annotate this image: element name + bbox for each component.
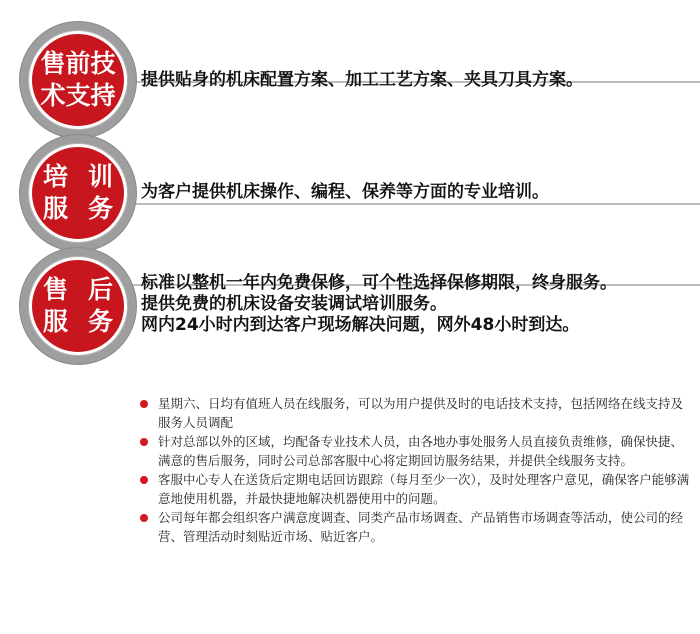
aftersales-description	[141, 273, 617, 336]
description-line: 提供贴身的机床配置方案、加工工艺方案、夹具刀具方案。	[141, 70, 583, 90]
description-line: 标准以整机一年内免费保修，可个性选择保修期限，终身服务。	[141, 273, 617, 293]
badge-title-line: 服务	[42, 307, 133, 336]
bullet-dot-icon	[140, 438, 148, 446]
aftersales-badge	[19, 247, 137, 365]
presales-badge	[19, 21, 137, 139]
badge-title-line: 售前技	[40, 49, 116, 78]
bullet-dot-icon	[140, 476, 148, 484]
service-bullet-list	[140, 394, 690, 546]
training-badge	[19, 134, 137, 252]
bullet-dot-icon	[140, 400, 148, 408]
description-line: 提供免费的机床设备安装调试培训服务。	[141, 294, 447, 314]
description-line: 为客户提供机床操作、编程、保养等方面的专业培训。	[141, 182, 549, 202]
list-item	[140, 394, 690, 432]
presales-description	[141, 70, 583, 91]
list-item	[140, 508, 690, 546]
list-item-text: 客服中心专人在送货后定期电话回访跟踪（每月至少一次），及时处理客户意见，确保客户能够满意地使用机器，并最快捷地解决机器使用中的问题。	[158, 472, 690, 506]
description-line: 网内24小时内到达客户现场解决问题，网外48小时到达。	[141, 315, 580, 335]
presales-badge-circle	[29, 31, 127, 129]
list-item-text: 针对总部以外的区域，均配备专业技术人员，由各地办事处服务人员直接负责维修，确保快捷、满意的售后服务，同时公司总部客服中心将定期回访服务结果，并提供全线服务支持。	[158, 434, 684, 468]
badge-title-line: 服务	[42, 194, 133, 223]
list-item-text: 星期六、日均有值班人员在线服务，可以为用户提供及时的电话技术支持，包括网络在线支持及服务人员调配	[158, 396, 684, 430]
list-item-text: 公司每年都会组织客户满意度调查、同类产品市场调查、产品销售市场调查等活动，使公司的经营、管理活动时刻贴近市场、贴近客户。	[158, 510, 684, 544]
training-description	[141, 182, 549, 203]
badge-title-line: 培训	[42, 162, 133, 191]
bullet-dot-icon	[140, 514, 148, 522]
list-item	[140, 432, 690, 470]
aftersales-badge-circle	[29, 257, 133, 355]
badge-title-line: 术支持	[40, 81, 116, 110]
list-item	[140, 470, 690, 508]
training-badge-circle	[29, 144, 133, 242]
badge-title-line: 售后	[42, 275, 133, 304]
